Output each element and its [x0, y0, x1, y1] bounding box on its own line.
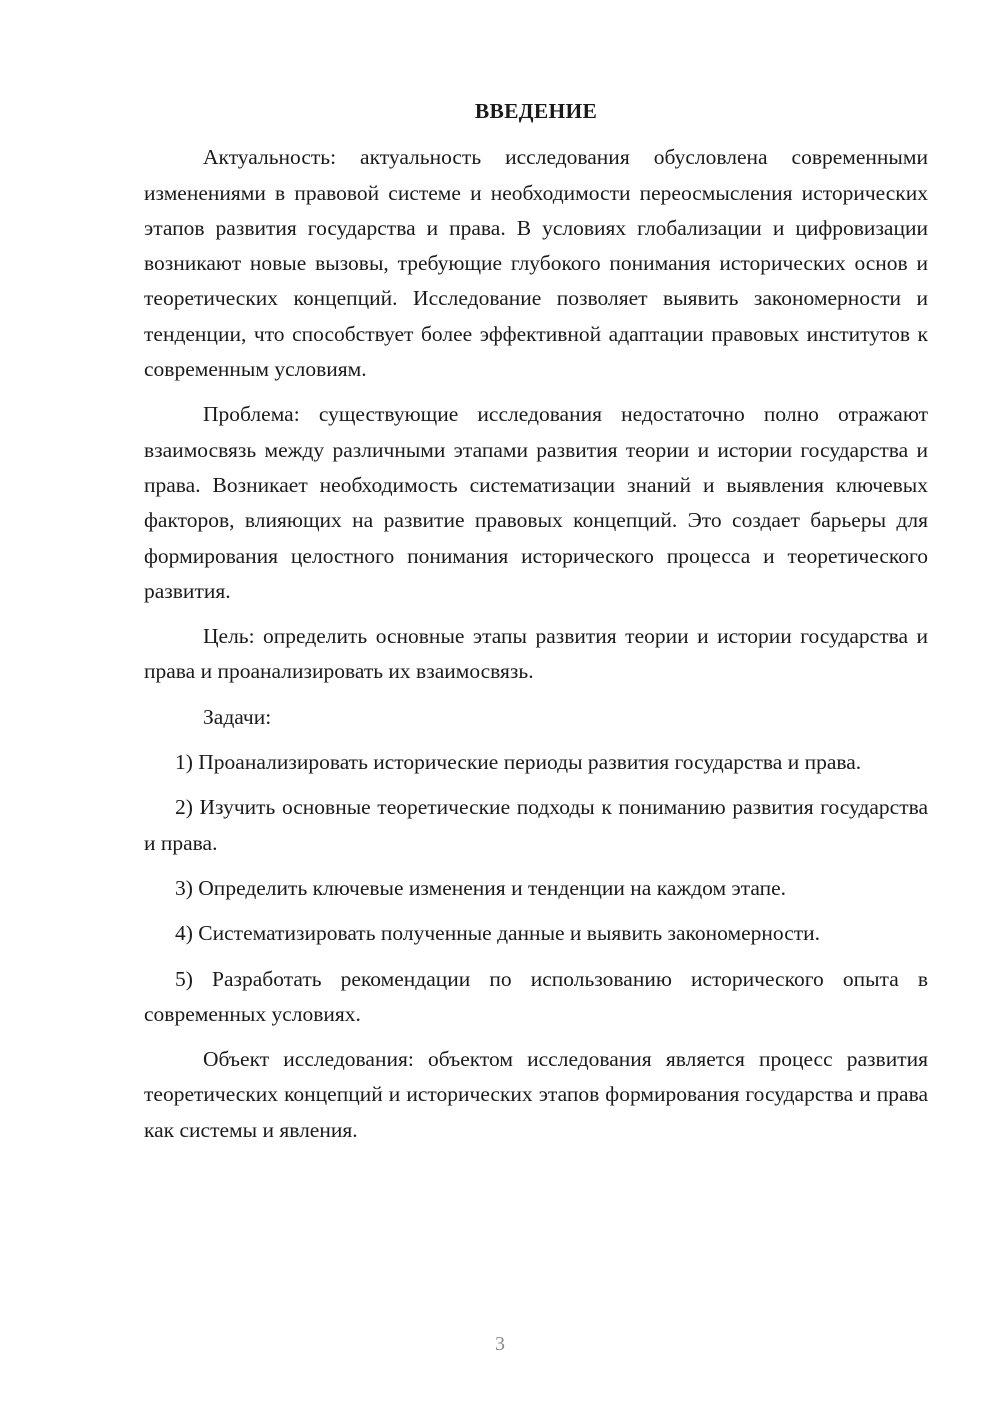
relevance-paragraph: Актуальность: актуальность исследования обусловлена современными изменениями в правовой системе и необходимости переосмысления исторических этапов развития государства и права. В условиях глобализации и цифровизации возникают новые вызовы, требующие глубокого понимания исторических основ и теоретических концепций. Исследование позволяет выявить закономерности и тенденции, что способствует более эффективной адаптации правовых институтов к современным условиям. — [144, 145, 928, 382]
object-paragraph: Объект исследования: объектом исследования является процесс развития теоретических концепций и исторических этапов формирования государства и права как системы и явления. — [144, 1047, 928, 1142]
goal-paragraph: Цель: определить основные этапы развития теории и истории государства и права и проанализировать их взаимосвязь. — [144, 624, 928, 684]
task-item-1: 1) Проанализировать исторические периоды развития государства и права. — [175, 750, 862, 775]
problem-paragraph: Проблема: существующие исследования недостаточно полно отражают взаимосвязь между различными этапами развития теории и истории государства и права. Возникает необходимость систематизации знаний и выявления ключевых факторов, влияющих на развитие правовых концепций. Это создает барьеры для формирования целостного понимания исторического процесса и теоретического развития. — [144, 402, 928, 603]
tasks-list — [144, 745, 928, 1032]
tasks-label: Задачи: — [203, 704, 272, 729]
task-item-4: 4) Систематизировать полученные данные и выявить закономерности. — [175, 921, 821, 946]
page-title: ВВЕДЕНИЕ — [474, 99, 598, 123]
page-number: 3 — [495, 1333, 505, 1355]
page-content — [144, 94, 928, 1148]
task-item-5: 5) Разработать рекомендации по использованию исторического опыта в современных условиях. — [144, 966, 928, 1026]
task-item-3: 3) Определить ключевые изменения и тенденции на каждом этапе. — [175, 875, 787, 900]
task-item-2: 2) Изучить основные теоретические подходы к пониманию развития государства и права. — [144, 795, 928, 855]
